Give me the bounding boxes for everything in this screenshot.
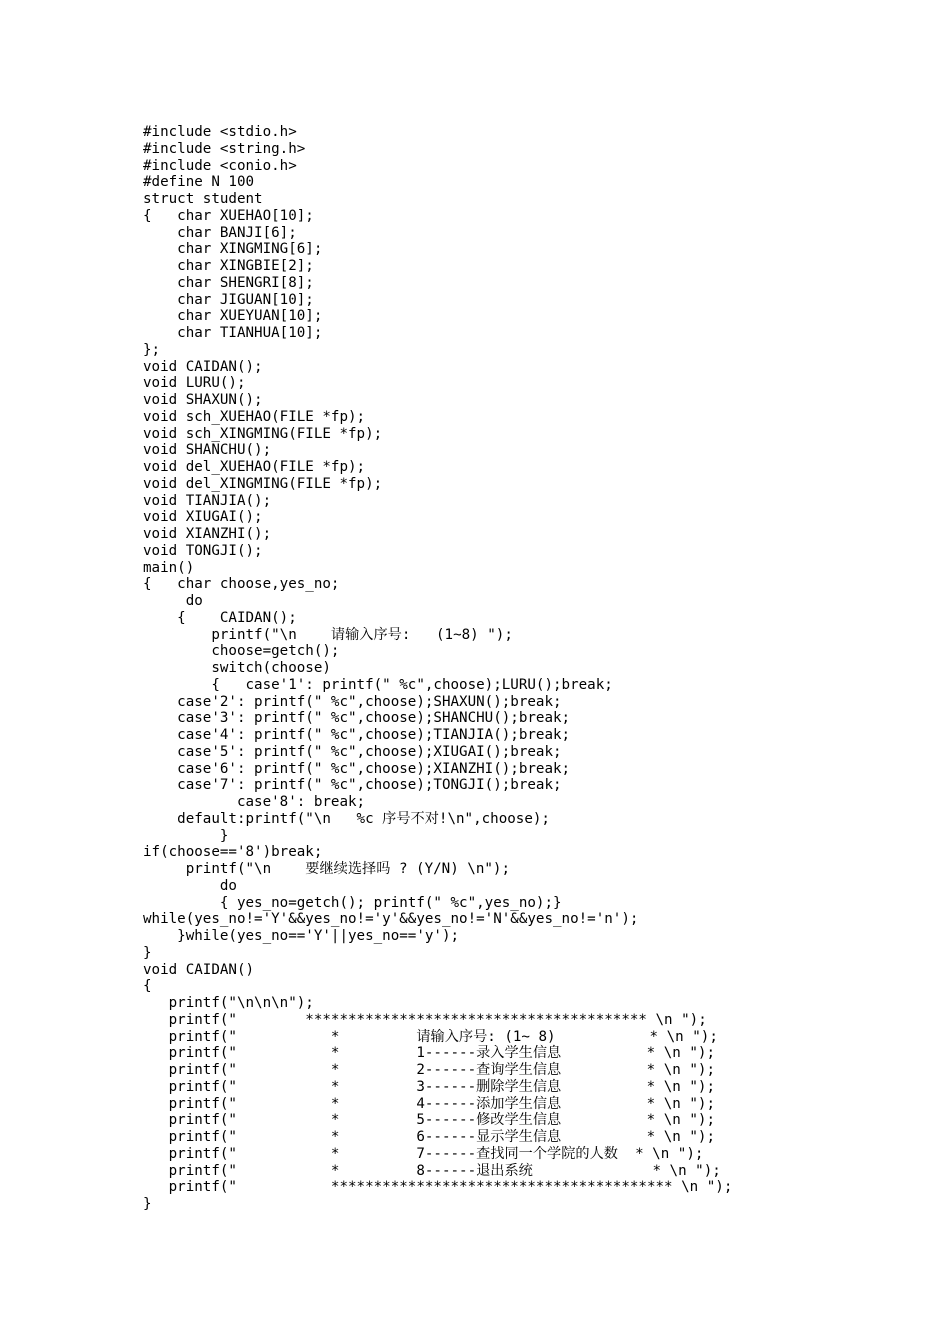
code-line: { char XUEHAO[10]; <box>143 207 314 224</box>
code-line: printf(" **************************************** \n "); <box>143 1179 733 1196</box>
code-line: void sch_XUEHAO(FILE *fp); <box>143 408 366 425</box>
code-line: switch(choose) <box>143 660 331 676</box>
code-line: char TIANHUA[10]; <box>143 325 323 341</box>
code-line: void del_XUEHAO(FILE *fp); <box>143 459 366 475</box>
code-line: printf(" * 3------删除学生信息 * \n "); <box>143 1078 715 1095</box>
code-line: printf(" * 2------查询学生信息 * \n "); <box>143 1062 715 1078</box>
code-line: if(choose=='8')break; <box>143 844 323 861</box>
code-line: }; <box>143 341 161 358</box>
code-line: printf(" * 7------查找同一个学院的人数 * \n "); <box>143 1145 704 1162</box>
code-line: { case'1': printf(" %c",choose);LURU();break; <box>143 676 613 693</box>
code-line: case'5': printf(" %c",choose);XIUGAI();break; <box>143 743 562 760</box>
code-line: { CAIDAN(); <box>143 609 297 626</box>
code-line: void XIANZHI(); <box>143 526 272 542</box>
code-line: printf("\n 请输入序号: (1~8) "); <box>143 626 513 643</box>
code-line: printf(" **************************************** \n "); <box>143 1011 707 1028</box>
code-line: char XINGMING[6]; <box>143 241 323 258</box>
code-line: printf(" * 5------修改学生信息 * \n "); <box>143 1112 715 1129</box>
code-line: #include <stdio.h> <box>143 124 297 140</box>
code-line: case'2': printf(" %c",choose);SHAXUN();break; <box>143 693 562 710</box>
code-line: void TIANJIA(); <box>143 492 272 509</box>
code-line: do <box>143 593 203 609</box>
code-line: void XIUGAI(); <box>143 509 263 526</box>
code-line: main() <box>143 559 195 576</box>
code-line: void sch_XINGMING(FILE *fp); <box>143 425 383 442</box>
code-line: void TONGJI(); <box>143 542 263 559</box>
code-line: char JIGUAN[10]; <box>143 291 314 308</box>
code-line: void del_XINGMING(FILE *fp); <box>143 475 383 492</box>
code-line: } <box>143 1196 152 1212</box>
code-line: printf(" * 6------显示学生信息 * \n "); <box>143 1129 715 1145</box>
code-line: } <box>143 944 152 961</box>
code-line: case'4': printf(" %c",choose);TIANJIA();break; <box>143 727 571 743</box>
code-line: void SHANCHU(); <box>143 442 272 459</box>
code-line: #include <conio.h> <box>143 157 297 174</box>
code-line: case'3': printf(" %c",choose);SHANCHU();break; <box>143 710 571 727</box>
code-line: char XINGBIE[2]; <box>143 258 314 274</box>
code-line: choose=getch(); <box>143 643 340 660</box>
code-line: char BANJI[6]; <box>143 224 297 241</box>
code-line: while(yes_no!='Y'&&yes_no!='y'&&yes_no!='N'&&yes_no!='n'); <box>143 911 639 928</box>
code-line: do <box>143 877 237 894</box>
code-line: case'7': printf(" %c",choose);TONGJI();break; <box>143 777 562 794</box>
code-line: void SHAXUN(); <box>143 392 263 408</box>
code-line: { char choose,yes_no; <box>143 576 340 593</box>
code-line: default:printf("\n %c 序号不对!\n",choose); <box>143 810 550 827</box>
code-line: void CAIDAN() <box>143 961 255 978</box>
code-line: char SHENGRI[8]; <box>143 274 314 291</box>
code-line: #define N 100 <box>143 174 255 191</box>
code-line: void LURU(); <box>143 375 246 392</box>
code-line: char XUEYUAN[10]; <box>143 308 323 325</box>
code-line: case'8': break; <box>143 794 366 810</box>
code-line: printf(" * 请输入序号: (1~ 8) * \n "); <box>143 1028 718 1045</box>
code-line: }while(yes_no=='Y'||yes_no=='y'); <box>143 928 460 944</box>
code-line: void CAIDAN(); <box>143 358 263 375</box>
code-line: printf("\n\n\n"); <box>143 995 314 1011</box>
code-line: { <box>143 978 152 995</box>
code-line: #include <string.h> <box>143 140 306 157</box>
code-line: printf(" * 4------添加学生信息 * \n "); <box>143 1095 715 1112</box>
code-line: case'6': printf(" %c",choose);XIANZHI();break; <box>143 760 571 777</box>
code-line: { yes_no=getch(); printf(" %c",yes_no);} <box>143 894 562 911</box>
code-listing <box>143 124 933 1213</box>
code-line: printf("\n 要继续选择吗 ? (Y/N) \n"); <box>143 861 510 877</box>
code-line: printf(" * 8------退出系统 * \n "); <box>143 1162 721 1179</box>
code-line: } <box>143 827 229 844</box>
code-line: printf(" * 1------录入学生信息 * \n "); <box>143 1045 715 1062</box>
code-line: struct student <box>143 191 263 207</box>
